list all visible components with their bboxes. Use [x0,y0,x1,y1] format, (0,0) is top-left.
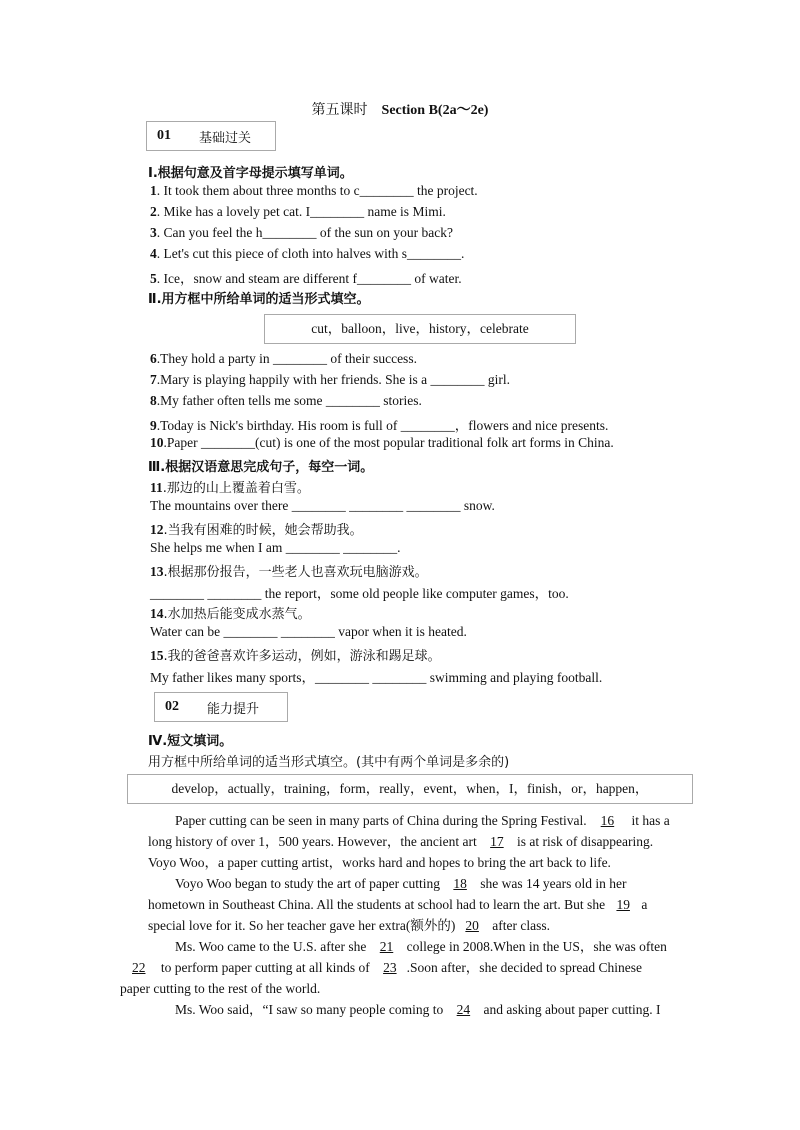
part3-heading: Ⅲ.根据汉语意思完成句子，每空一词。 [148,460,374,475]
question-en: The mountains over there ________ ________ ________ snow. [150,498,495,513]
passage-paragraph: Ms. Woo came to the U.S. after she 21 college in 2008.When in the US，she was often 22 to perform paper cutting at all kinds of 23 .Soon after，she decided to spread Chinese paper cutting to the rest of the world. [120,939,667,996]
answer-blank[interactable]: 22 [132,960,146,975]
question-item: 3. Can you feel the h________ of the sun on your back? [150,225,453,240]
word-bank: cut，balloon，live，history，celebrate [311,321,529,336]
section-box-advanced [154,692,288,722]
part2-heading: Ⅱ.用方框中所给单词的适当形式填空。 [148,292,370,307]
question-en: ________ ________ the report，some old people like computer games，too. [150,586,569,601]
answer-blank[interactable]: 18 [453,876,467,891]
question-item: 4. Let's cut this piece of cloth into halves with s________. [150,246,465,261]
question-cn: 11.那边的山上覆盖着白雪。 [150,480,310,496]
title-en: Section B(2a～2e) [381,103,489,118]
word-bank: develop，actually，training，form，really，event，when，I，finish，or，happen， [171,781,649,796]
question-cn: 15.我的爸爸喜欢许多运动，例如，游泳和踢足球。 [150,648,441,664]
section-label: 基础过关 [199,131,252,146]
passage-paragraph: Ms. Woo said，“I saw so many people coming to 24 and asking about paper cutting. I [175,1002,661,1017]
section-label: 能力提升 [207,702,260,717]
section-number: 01 [157,128,171,143]
answer-blank[interactable]: 20 [465,918,479,933]
part4-instruction: 用方框中所给单词的适当形式填空。(其中有两个单词是多余的) [148,755,510,770]
passage-paragraph: Paper cutting can be seen in many parts of China during the Spring Festival. 16 it has a long history of over 1，500 years. However，the ancient art 17 is at risk of disappearing. Voyo Woo，a paper cutting artist，works hard and hopes to bring the art back to life. [148,813,670,870]
question-item: 6.They hold a party in ________ of their success. [150,351,417,366]
page-title [0,99,800,119]
word-bank-box [127,774,693,804]
part4-heading: Ⅳ.短文填词。 [148,734,233,749]
question-cn: 12.当我有困难的时候，她会帮助我。 [150,522,363,538]
question-en: She helps me when I am ________ ________. [150,540,401,555]
answer-blank[interactable]: 19 [616,897,630,912]
question-cn: 13.根据那份报告，一些老人也喜欢玩电脑游戏。 [150,564,428,580]
question-en: My father likes many sports，________ ________ swimming and playing football. [150,670,603,685]
passage-paragraph: Voyo Woo began to study the art of paper cutting 18 she was 14 years old in her hometown in Southeast China. All the students at school had to learn the art. But she 19 a special love for it. So her teacher gave her extra(额外的) 20 after class. [148,876,648,933]
question-item: 9.Today is Nick's birthday. His room is full of ________，flowers and nice presents. [150,418,609,433]
question-en: Water can be ________ ________ vapor when it is heated. [150,624,467,639]
question-item: 2. Mike has a lovely pet cat. I________ name is Mimi. [150,204,446,219]
question-cn: 14.水加热后能变成水蒸气。 [150,606,311,622]
question-item: 5. Ice，snow and steam are different f________ of water. [150,271,462,286]
answer-blank[interactable]: 24 [456,1002,471,1017]
section-box-basic [146,121,276,151]
word-bank-box [264,314,576,344]
answer-blank[interactable]: 21 [379,939,394,954]
answer-blank[interactable]: 16 [600,813,615,828]
title-cn: 第五课时 [311,103,368,118]
question-item: 1. It took them about three months to c________ the project. [150,183,478,198]
question-item: 7.Mary is playing happily with her friends. She is a ________ girl. [150,372,510,387]
question-item: 8.My father often tells me some ________ stories. [150,393,422,408]
answer-blank[interactable]: 23 [383,960,397,975]
answer-blank[interactable]: 17 [490,834,504,849]
question-item: 10.Paper ________(cut) is one of the most popular traditional folk art forms in China. [150,435,614,450]
part1-heading: Ⅰ.根据句意及首字母提示填写单词。 [148,166,353,181]
section-number: 02 [165,699,179,714]
